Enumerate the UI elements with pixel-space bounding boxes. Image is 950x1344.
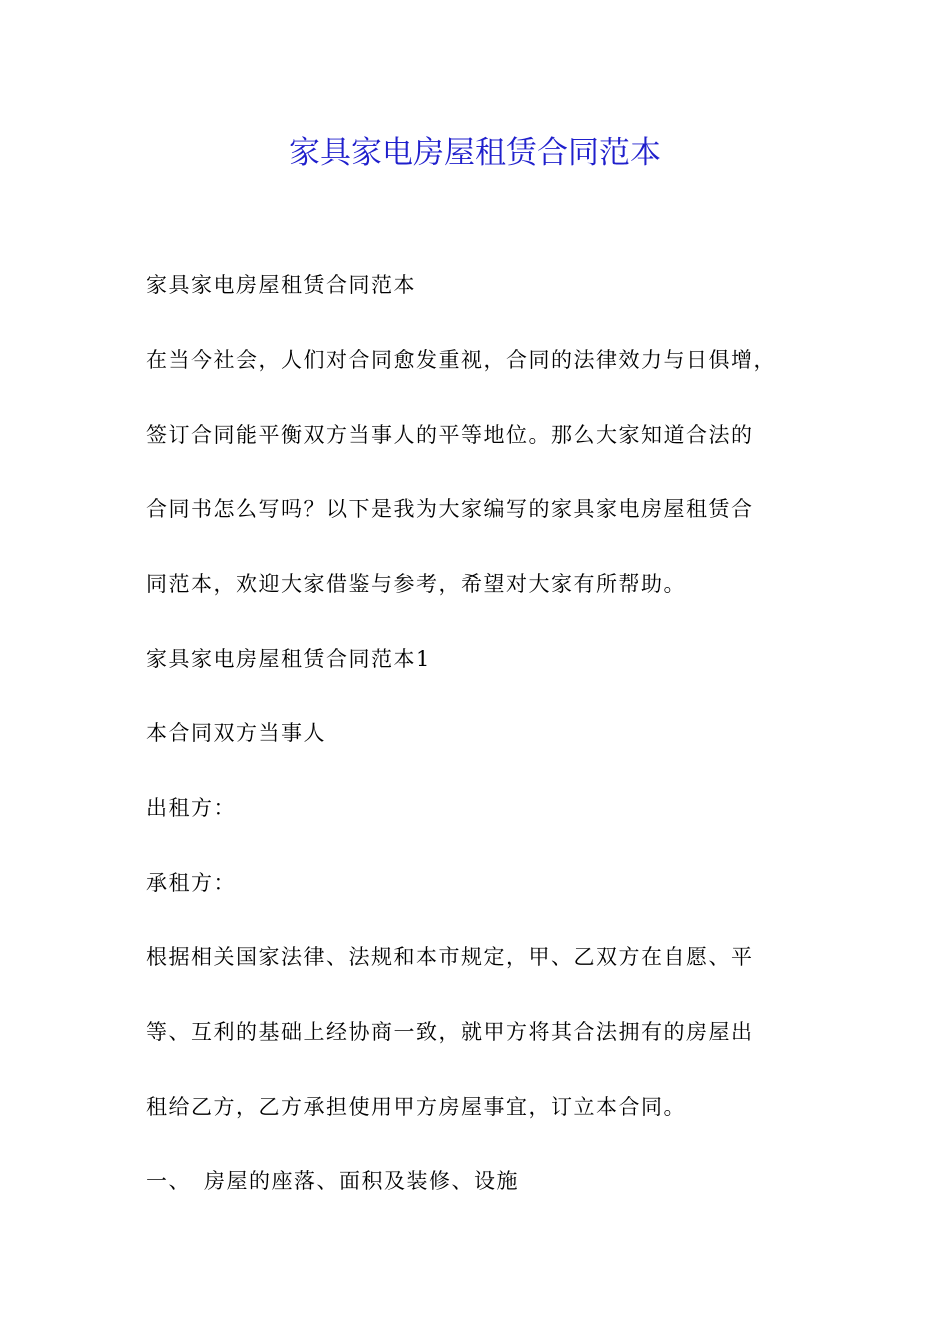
lessee-field: 承租方： [146, 871, 236, 895]
parties-heading: 本合同双方当事人 [146, 721, 326, 745]
section-heading-1 [146, 1166, 519, 1196]
preamble-line-2: 等、互利的基础上经协商一致，就甲方将其合法拥有的房屋出 [146, 1020, 754, 1044]
intro-line-2: 签订合同能平衡双方当事人的平等地位。那么大家知道合法的 [146, 423, 754, 447]
document-title: 家具家电房屋租赁合同范本 [289, 135, 661, 171]
preamble-line-3: 租给乙方，乙方承担使用甲方房屋事宜，订立本合同。 [146, 1095, 686, 1119]
intro-line-3: 合同书怎么写吗？以下是我为大家编写的家具家电房屋租赁合 [146, 497, 754, 521]
section-title: 房屋的座落、面积及装修、设施 [204, 1169, 519, 1193]
intro-line-1: 在当今社会，人们对合同愈发重视，合同的法律效力与日俱增， [146, 348, 776, 372]
contract-heading: 家具家电房屋租赁合同范本1 [146, 647, 431, 671]
section-number: 一、 [146, 1169, 191, 1193]
intro-line-4: 同范本，欢迎大家借鉴与参考，希望对大家有所帮助。 [146, 572, 686, 596]
subtitle-line: 家具家电房屋租赁合同范本 [146, 273, 416, 297]
lessor-field: 出租方： [146, 796, 236, 820]
preamble-line-1: 根据相关国家法律、法规和本市规定，甲、乙双方在自愿、平 [146, 945, 754, 969]
